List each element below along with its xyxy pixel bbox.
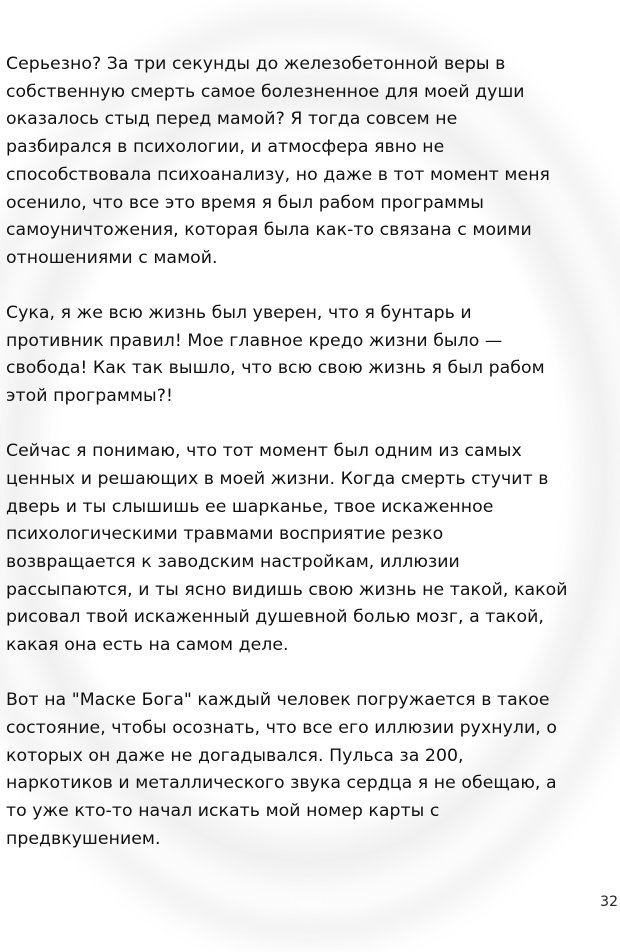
paragraph-3: Сейчас я понимаю, что тот момент был одним из самых ценных и решающих в моей жизни. Когда смерть стучит в дверь и ты слышишь ее шарканье, твое искаженное психологическими травмами восприятие резко возвращается к заводским настройкам, иллюзии рассыпаются, и ты ясно видишь свою жизнь не такой, какой рисовал твой искаженный душевной болью мозг, а такой, какая она есть на самом деле. [6,441,568,656]
page-number: 32 [600,894,618,910]
document-text [6,51,618,881]
paragraph-2: Сука, я же всю жизнь был уверен, что я бунтарь и противник правил! Мое главное кредо жизни было — свобода! Как так вышло, что всю свою жизнь я был рабом этой программы?! [6,303,545,407]
paragraph-4: Вот на "Маске Бога" каждый человек погружается в такое состояние, чтобы осознать, что все его иллюзии рухнули, о которых он даже не догадывался. Пульса за 200, наркотиков и металлического звука сердца я не обещаю, а то уже кто-то начал искать мой номер карты с предвкушением. [6,690,557,849]
paragraph-1: Серьезно? За три секунды до железобетонной веры в собственную смерть самое болезненное для моей души оказалось стыд перед мамой? Я тогда совсем не разбирался в психологии, и атмосфера явно не способствовала психоанализу, но даже в тот момент меня осенило, что все это время я был рабом программы самоуничтожения, которая была как-то связана с моими отношениями с мамой. [6,54,550,268]
